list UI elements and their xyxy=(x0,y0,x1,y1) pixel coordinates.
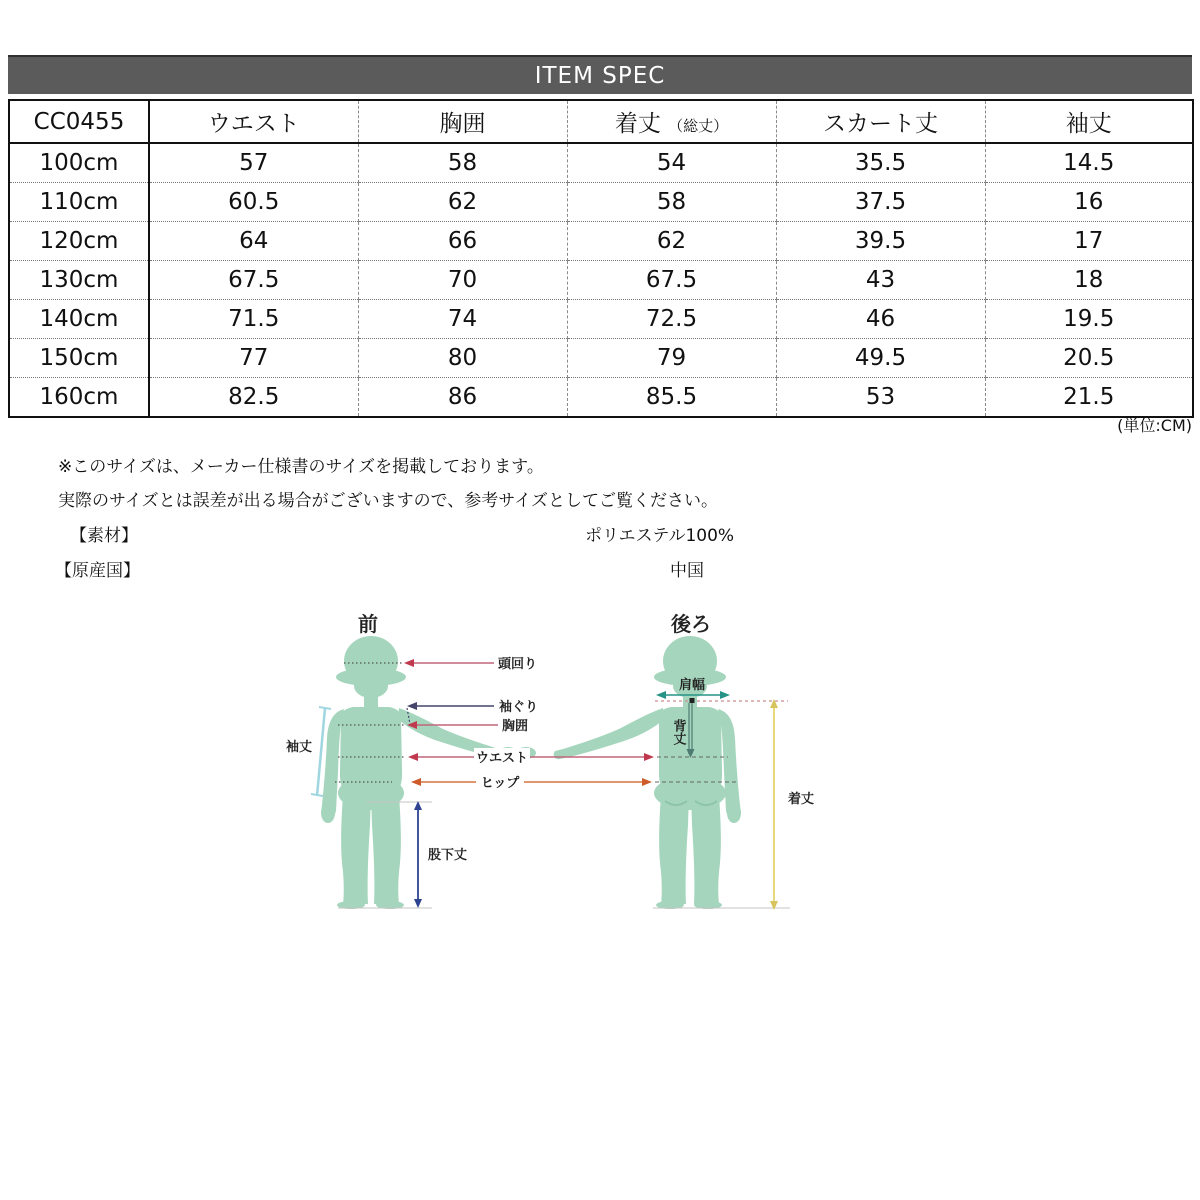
material-label: 【素材】 xyxy=(70,526,138,546)
value-cell: 70 xyxy=(358,261,567,300)
size-spec-table xyxy=(8,99,1194,418)
value-cell: 60.5 xyxy=(149,183,358,222)
value-cell: 46 xyxy=(776,300,985,339)
value-cell: 74 xyxy=(358,300,567,339)
chest-label: 胸囲 xyxy=(502,719,529,734)
front-figure xyxy=(321,636,518,909)
value-cell: 21.5 xyxy=(985,378,1193,418)
front-label: 前 xyxy=(358,612,378,636)
value-cell: 17 xyxy=(985,222,1193,261)
value-cell: 79 xyxy=(567,339,776,378)
garment-length-line xyxy=(770,699,778,910)
table-header-row xyxy=(9,100,1193,143)
size-cell: 110cm xyxy=(9,183,149,222)
baseline-lines xyxy=(338,802,790,908)
value-cell: 57 xyxy=(149,143,358,183)
value-cell: 37.5 xyxy=(776,183,985,222)
value-cell: 49.5 xyxy=(776,339,985,378)
item-spec-header-bar xyxy=(8,55,1192,94)
sleeve-length-label: 袖丈 xyxy=(286,740,313,755)
head-circumference-label: 頭回り xyxy=(498,657,538,672)
origin-label: 【原産国】 xyxy=(55,561,140,581)
value-cell: 85.5 xyxy=(567,378,776,418)
armhole-label: 袖ぐり xyxy=(499,700,539,715)
size-cell: 140cm xyxy=(9,300,149,339)
material-value: ポリエステル100% xyxy=(585,526,735,546)
garment-length-label: 着丈 xyxy=(788,792,815,807)
value-cell: 18 xyxy=(985,261,1193,300)
column-header-chest: 胸囲 xyxy=(358,100,567,143)
length-sub-label: （総丈） xyxy=(668,117,729,135)
value-cell: 64 xyxy=(149,222,358,261)
value-cell: 16 xyxy=(985,183,1193,222)
inseam-line xyxy=(414,801,422,908)
value-cell: 82.5 xyxy=(149,378,358,418)
size-cell: 120cm xyxy=(9,222,149,261)
product-code-cell: CC0455 xyxy=(9,100,149,143)
waist-label: ウエスト xyxy=(475,751,529,766)
table-row xyxy=(9,183,1193,222)
size-disclaimer-line2: 実際のサイズとは誤差が出る場合がございますので、参考サイズとしてご覧ください。 xyxy=(58,491,718,511)
back-figure xyxy=(516,636,741,909)
table-row xyxy=(9,222,1193,261)
size-cell: 100cm xyxy=(9,143,149,183)
value-cell: 43 xyxy=(776,261,985,300)
value-cell: 58 xyxy=(358,143,567,183)
value-cell: 14.5 xyxy=(1063,150,1115,176)
value-cell: 53 xyxy=(776,378,985,418)
size-cell: 160cm xyxy=(9,378,149,418)
value-cell: 71.5 xyxy=(149,300,358,339)
shoulder-width-line xyxy=(655,691,788,703)
item-spec-title: ITEM SPEC xyxy=(534,62,666,89)
value-cell: 58 xyxy=(567,183,776,222)
table-row xyxy=(9,143,1193,183)
value-cell: 67.5 xyxy=(149,261,358,300)
value-cell: 67.5 xyxy=(567,261,776,300)
table-row xyxy=(9,261,1193,300)
size-disclaimer-line1: ※このサイズは、メーカー仕様書のサイズを掲載しております。 xyxy=(58,457,544,477)
back-length-label: 背丈 xyxy=(670,719,686,745)
hip-label: ヒップ xyxy=(480,776,520,791)
length-label: 着丈 xyxy=(614,111,661,137)
value-cell: 86 xyxy=(358,378,567,418)
column-header-sleeve-length: 袖丈 xyxy=(985,100,1193,143)
value-cell: 19.5 xyxy=(985,300,1193,339)
value-cell: 62 xyxy=(567,222,776,261)
value-cell: 66 xyxy=(358,222,567,261)
value-cell: 62 xyxy=(358,183,567,222)
column-header-waist: ウエスト xyxy=(149,100,358,143)
size-table-body xyxy=(9,143,1193,417)
column-header-skirt-length: スカート丈 xyxy=(776,100,985,143)
column-header-length xyxy=(567,100,776,143)
table-row xyxy=(9,378,1193,418)
value-cell: 72.5 xyxy=(567,300,776,339)
size-cell: 150cm xyxy=(9,339,149,378)
value-cell: 39.5 xyxy=(776,222,985,261)
value-cell: 20.5 xyxy=(985,339,1193,378)
shoulder-width-label: 肩幅 xyxy=(678,678,706,693)
value-cell: 35.5 xyxy=(776,143,985,183)
table-row xyxy=(9,300,1193,339)
head-circumference-line xyxy=(404,659,494,667)
value-cell: 77 xyxy=(149,339,358,378)
table-row xyxy=(9,339,1193,378)
measurement-diagram xyxy=(280,600,840,930)
back-label: 後ろ xyxy=(671,612,711,636)
hip-line xyxy=(411,778,652,786)
size-cell: 130cm xyxy=(9,261,149,300)
value-cell: 80 xyxy=(358,339,567,378)
inseam-label: 股下丈 xyxy=(428,848,468,863)
origin-value: 中国 xyxy=(670,561,704,581)
unit-note: (単位:CM) xyxy=(1117,416,1192,435)
value-cell: 54 xyxy=(567,143,776,183)
